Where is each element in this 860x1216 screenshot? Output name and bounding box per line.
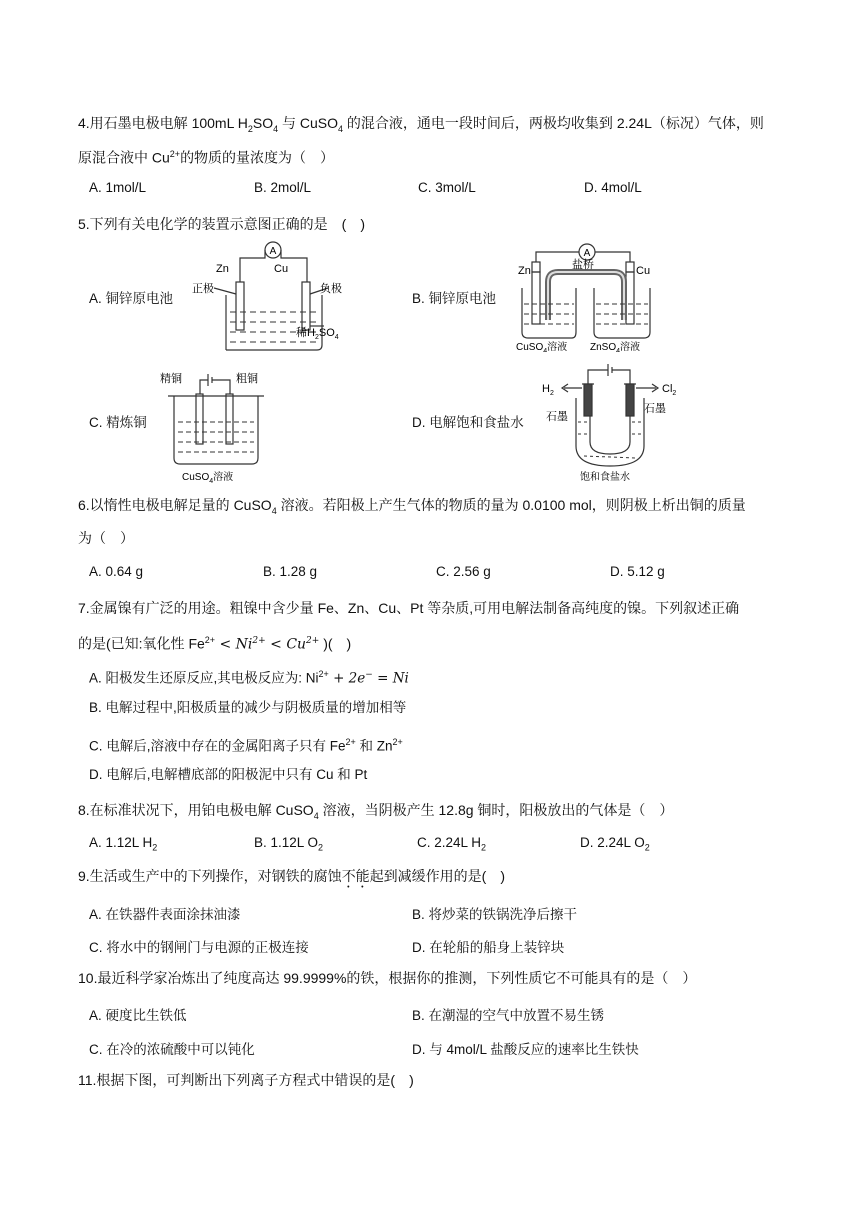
- cl2-label: $Cl_2$: [662, 383, 677, 397]
- q6-option-b: B. 1.28 g: [263, 564, 318, 579]
- q4-text: 与 CuSO: [278, 115, 339, 131]
- ammeter-label: A: [583, 248, 591, 259]
- graphite-left-label: 石墨: [546, 411, 568, 423]
- question-4-stem: [78, 113, 790, 139]
- q5-option-b: B. 铜锌原电池: [412, 291, 497, 306]
- q5-option-c: C. 精炼铜: [89, 415, 147, 430]
- crude-copper-label: 粗铜: [236, 373, 258, 385]
- q6-option-a: A. 0.64 g: [89, 564, 144, 579]
- q6-text: 6.以惰性电极电解足量的 CuSO: [78, 497, 272, 513]
- superscript: 2+: [345, 737, 356, 747]
- cu-label: Cu: [636, 265, 651, 277]
- positive-label: 正极: [192, 283, 214, 295]
- figure-b-galvanic-cell: [514, 240, 660, 352]
- q9-option-a: A. 在铁器件表面涂抹油漆: [89, 907, 241, 922]
- q7-text: )( ): [319, 635, 352, 652]
- q7-opt-text: 和 Zn: [355, 738, 393, 754]
- figure-d-brine-electrolysis: [538, 362, 698, 484]
- q5-option-a: A. 铜锌原电池: [89, 291, 174, 306]
- subscript: 4: [271, 505, 277, 516]
- q8-text: 8.在标准状况下，用铂电极电解 CuSO: [78, 802, 314, 818]
- q4-text: 的混合液，通电一段时间后，两极均收集到 2.24L（标况）气体，则: [343, 115, 764, 131]
- question-9-stem: [78, 866, 790, 891]
- acid-label: 稀$H_2SO_4$: [296, 327, 339, 341]
- pure-copper-label: 精铜: [160, 373, 182, 385]
- q7-opt-text: A. 阳极发生还原反应,其电极反应为: Ni: [89, 670, 319, 686]
- q6-option-d: D. 5.12 g: [610, 564, 665, 579]
- emphasis-text: 不能: [341, 868, 370, 884]
- negative-label: 负极: [320, 283, 342, 295]
- q8-text: 溶液，当阴极产生 12.8g 铜时，阳极放出的气体是（ ）: [318, 802, 674, 818]
- q7-option-b: B. 电解过程中,阳极质量的减少与阴极质量的增加相等: [89, 700, 407, 715]
- superscript: 2+: [252, 636, 266, 646]
- superscript: 2+: [318, 669, 329, 679]
- q10-option-b: B. 在潮湿的空气中放置不易生锈: [412, 1008, 605, 1023]
- subscript: 4: [338, 123, 344, 134]
- q4-text: 的物质的量浓度为（ ）: [180, 149, 335, 166]
- subscript: 4: [313, 810, 319, 821]
- subscript: 4: [273, 123, 279, 134]
- superscript: 2+: [204, 635, 216, 645]
- q4-text: 4.用石墨电极电解 100mL H: [78, 115, 248, 131]
- superscript: −: [365, 670, 373, 680]
- cuso4-solution-label: CuSO$_4$溶液: [182, 472, 234, 484]
- q9-option-d: D. 在轮船的船身上装锌块: [412, 940, 565, 955]
- subscript: 2: [247, 123, 253, 134]
- q9-option-c: C. 将水中的钢闸门与电源的正极连接: [89, 940, 309, 955]
- salt-bridge-label: 盐桥: [572, 259, 594, 271]
- q7-option-c: [89, 733, 403, 756]
- q7-text: < Ni: [215, 636, 253, 653]
- znso4-solution-label: ZnSO$_4$溶液: [590, 342, 641, 352]
- question-6-stem: [78, 495, 790, 521]
- brine-label: 饱和食盐水: [580, 472, 630, 483]
- q4-text: 原混合液中 Cu: [78, 149, 170, 166]
- q8-option-b: B. 1.12L $O_2$: [254, 835, 324, 853]
- question-10-stem: 10.最近科学家冶炼出了纯度高达 99.9999%的铁，根据你的推测，下列性质它不可能具有的是（ ）: [78, 970, 697, 986]
- question-7-stem: 7.金属镍有广泛的用途。粗镍中含少量 Fe、Zn、Cu、Pt 等杂质,可用电解法制备高纯度的镍。下列叙述正确: [78, 600, 740, 616]
- question-8-stem: [78, 800, 790, 826]
- q7-opt-text: + 2e: [328, 670, 366, 687]
- q7-opt-text: C. 电解后,溶液中存在的金属阳离子只有 Fe: [89, 738, 346, 754]
- q8-option-d: D. 2.24L $O_2$: [580, 835, 650, 853]
- q4-text: SO: [252, 115, 274, 131]
- figure-a-galvanic-cell: [192, 240, 350, 352]
- zn-label: Zn: [216, 263, 229, 275]
- superscript: 2+: [306, 636, 320, 646]
- question-7-stem-line2: [78, 630, 790, 655]
- figure-c-copper-refining: [160, 360, 270, 484]
- q6-option-c: C. 2.56 g: [436, 564, 491, 579]
- q4-option-c: C. 3mol/L: [418, 180, 476, 195]
- q8-option-a: A. 1.12L $H_2$: [89, 835, 158, 853]
- q10-option-d: D. 与 4mol/L 盐酸反应的速率比生铁快: [412, 1042, 639, 1057]
- q7-text: 的是(已知:氧化性 Fe: [78, 635, 205, 652]
- cu-label: Cu: [274, 263, 289, 275]
- question-5-stem: 5.下列有关电化学的装置示意图正确的是 ( ): [78, 216, 365, 232]
- question-11-stem: 11.根据下图，可判断出下列离子方程式中错误的是( ): [78, 1072, 414, 1088]
- h2-label: $H_2$: [542, 383, 554, 397]
- q5-option-d: D. 电解饱和食盐水: [412, 415, 524, 430]
- zn-label: Zn: [518, 265, 531, 277]
- q7-option-d: D. 电解后,电解槽底部的阳极泥中只有 Cu 和 Pt: [89, 767, 368, 782]
- q10-option-c: C. 在冷的浓硫酸中可以钝化: [89, 1042, 255, 1057]
- q7-option-a: [89, 665, 409, 688]
- q4-option-a: A. 1mol/L: [89, 180, 147, 195]
- q9-option-b: B. 将炒菜的铁锅洗净后擦干: [412, 907, 578, 922]
- q9-text: 起到减缓作用的是( ): [369, 868, 506, 884]
- cuso4-solution-label: CuSO$_4$溶液: [516, 342, 568, 352]
- superscript: 2+: [392, 737, 403, 747]
- superscript: 2+: [169, 149, 181, 159]
- q4-option-d: D. 4mol/L: [584, 180, 642, 195]
- q6-text: 溶液。若阳极上产生气体的物质的量为 0.0100 mol，则阴极上析出铜的质量: [276, 497, 746, 513]
- question-6-stem-line2: 为（ ）: [78, 530, 134, 546]
- q10-option-a: A. 硬度比生铁低: [89, 1008, 187, 1023]
- q7-opt-text: = Ni: [372, 670, 409, 687]
- graphite-right-label: 石墨: [644, 403, 666, 415]
- ammeter-label: A: [269, 246, 277, 257]
- q4-option-b: B. 2mol/L: [254, 180, 312, 195]
- q7-text: < Cu: [265, 636, 307, 653]
- q9-text: 9.生活或生产中的下列操作，对钢铁的腐蚀: [78, 868, 342, 884]
- question-4-stem-line2: [78, 144, 790, 168]
- q8-option-c: C. 2.24L $H_2$: [417, 835, 487, 853]
